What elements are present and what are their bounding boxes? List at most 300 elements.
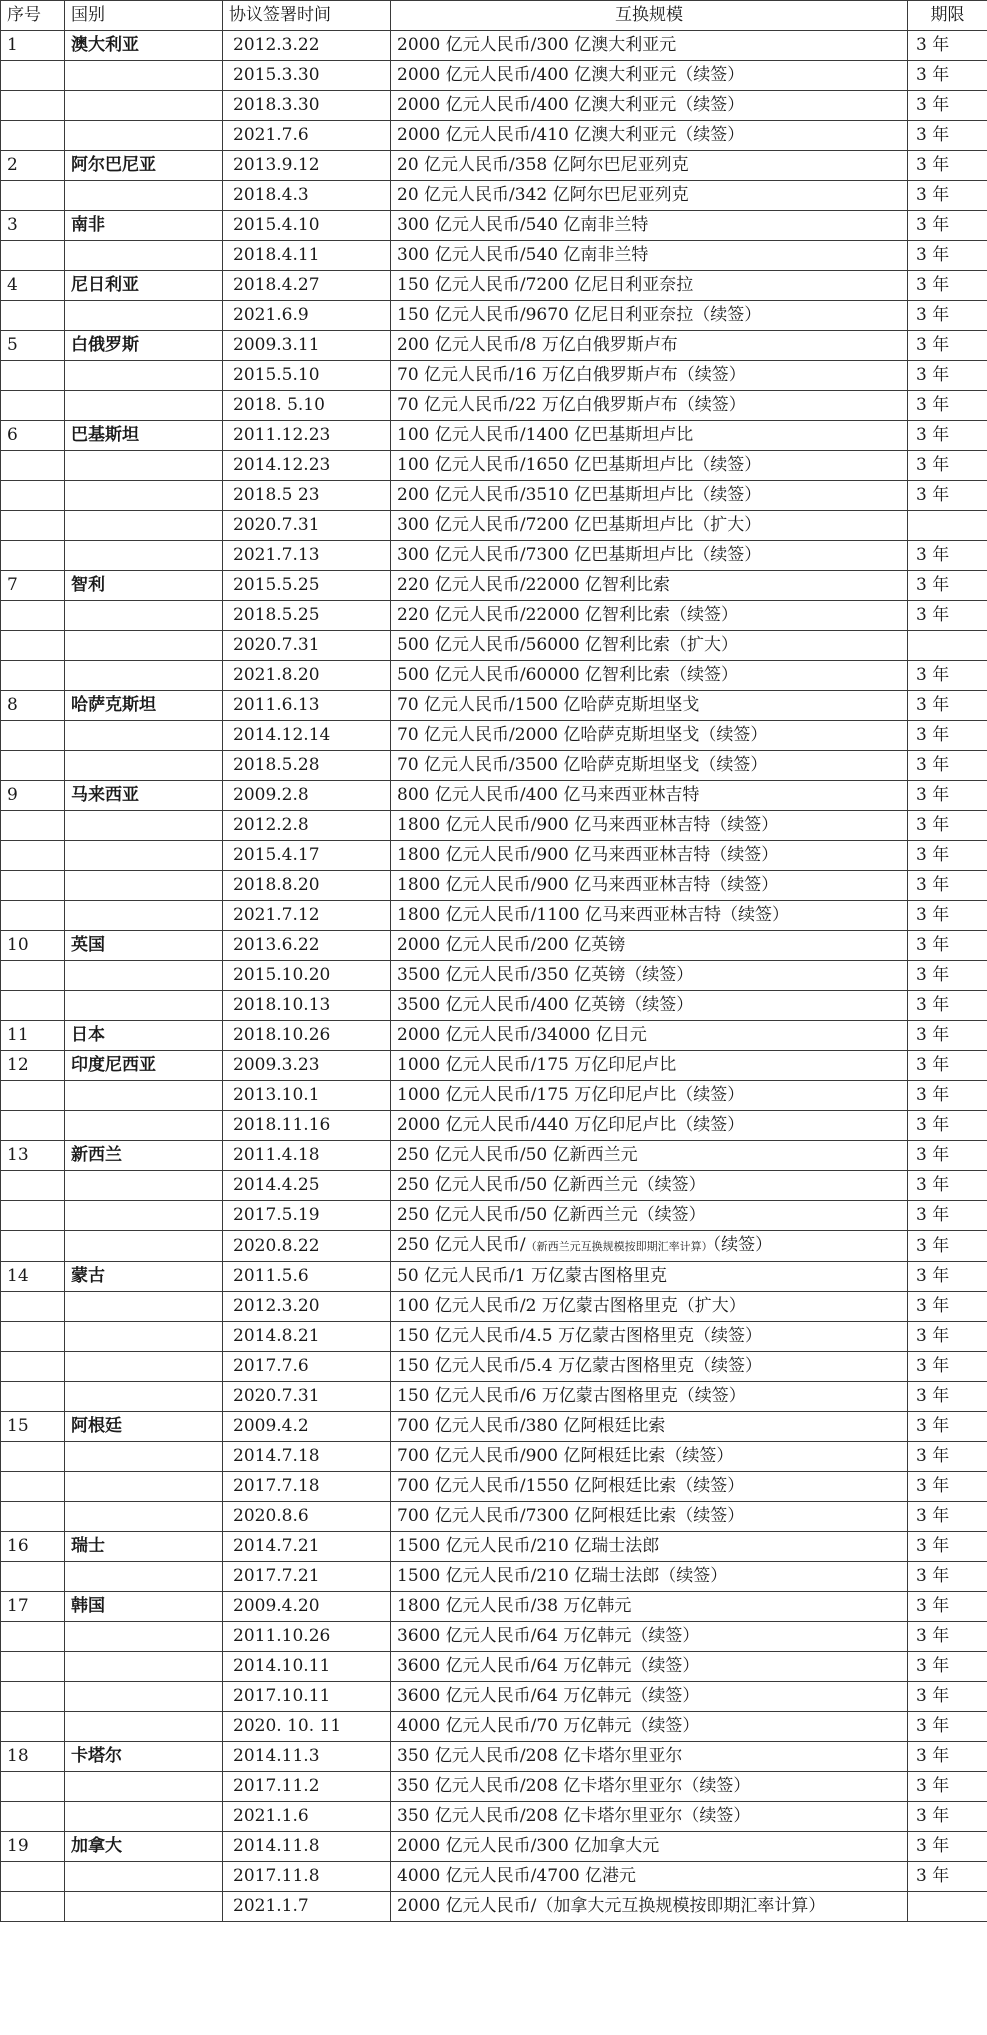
cell-term: 3 年 [908, 661, 987, 691]
cell-country: 韩国 [65, 1592, 223, 1622]
cell-country [65, 541, 223, 571]
cell-date: 2017.11.2 [223, 1772, 391, 1802]
cell-seq [1, 1352, 65, 1382]
cell-seq [1, 61, 65, 91]
cell-date: 2014.7.18 [223, 1442, 391, 1472]
cell-seq [1, 1562, 65, 1592]
cell-scale: 1800 亿元人民币/1100 亿马来西亚林吉特（续签） [391, 901, 908, 931]
cell-term: 3 年 [908, 1051, 987, 1081]
cell-seq [1, 1231, 65, 1262]
cell-term: 3 年 [908, 61, 987, 91]
cell-date: 2014.12.23 [223, 451, 391, 481]
cell-date: 2009.3.23 [223, 1051, 391, 1081]
cell-scale: 2000 亿元人民币/200 亿英镑 [391, 931, 908, 961]
cell-country: 卡塔尔 [65, 1742, 223, 1772]
cell-scale: 200 亿元人民币/8 万亿白俄罗斯卢布 [391, 331, 908, 361]
cell-country [65, 121, 223, 151]
cell-country [65, 721, 223, 751]
cell-date: 2020.7.31 [223, 631, 391, 661]
scale-note: （新西兰元互换规模按即期汇率计算） [525, 1240, 713, 1253]
cell-term: 3 年 [908, 1322, 987, 1352]
cell-scale: 700 亿元人民币/380 亿阿根廷比索 [391, 1412, 908, 1442]
table-row [1, 1292, 987, 1322]
cell-date: 2011.6.13 [223, 691, 391, 721]
cell-country [65, 91, 223, 121]
cell-date: 2020. 10. 11 [223, 1712, 391, 1742]
cell-scale: 100 亿元人民币/1650 亿巴基斯坦卢比（续签） [391, 451, 908, 481]
cell-date: 2014.7.21 [223, 1532, 391, 1562]
cell-seq [1, 1171, 65, 1201]
cell-country [65, 871, 223, 901]
cell-date: 2021.8.20 [223, 661, 391, 691]
table-row [1, 481, 987, 511]
cell-term: 3 年 [908, 121, 987, 151]
cell-scale: 4000 亿元人民币/70 万亿韩元（续签） [391, 1712, 908, 1742]
cell-term: 3 年 [908, 1712, 987, 1742]
cell-date: 2012.3.20 [223, 1292, 391, 1322]
cell-country [65, 1352, 223, 1382]
cell-seq: 6 [1, 421, 65, 451]
cell-scale: 3500 亿元人民币/350 亿英镑（续签） [391, 961, 908, 991]
cell-seq [1, 1322, 65, 1352]
cell-scale: 350 亿元人民币/208 亿卡塔尔里亚尔 [391, 1742, 908, 1772]
cell-date: 2021.7.12 [223, 901, 391, 931]
cell-scale: 2000 亿元人民币/300 亿澳大利亚元 [391, 31, 908, 61]
cell-scale: 300 亿元人民币/540 亿南非兰特 [391, 241, 908, 271]
header-date: 协议签署时间 [223, 1, 391, 31]
cell-seq [1, 1382, 65, 1412]
cell-country: 加拿大 [65, 1832, 223, 1862]
cell-date: 2018.4.11 [223, 241, 391, 271]
cell-seq [1, 361, 65, 391]
cell-scale: 2000 亿元人民币/34000 亿日元 [391, 1021, 908, 1051]
cell-seq [1, 631, 65, 661]
table-row [1, 631, 987, 661]
cell-seq: 4 [1, 271, 65, 301]
cell-seq [1, 1622, 65, 1652]
cell-country [65, 1171, 223, 1201]
cell-date: 2021.7.6 [223, 121, 391, 151]
header-seq: 序号 [1, 1, 65, 31]
cell-seq: 10 [1, 931, 65, 961]
cell-scale: 1800 亿元人民币/38 万亿韩元 [391, 1592, 908, 1622]
cell-seq [1, 1862, 65, 1892]
cell-scale: 3600 亿元人民币/64 万亿韩元（续签） [391, 1652, 908, 1682]
cell-term: 3 年 [908, 1742, 987, 1772]
table-row [1, 1472, 987, 1502]
cell-country [65, 1862, 223, 1892]
cell-scale: 500 亿元人民币/56000 亿智利比索（扩大） [391, 631, 908, 661]
cell-country [65, 481, 223, 511]
cell-country [65, 751, 223, 781]
cell-seq: 8 [1, 691, 65, 721]
cell-country [65, 301, 223, 331]
header-scale: 互换规模 [391, 1, 908, 31]
cell-scale: 220 亿元人民币/22000 亿智利比索 [391, 571, 908, 601]
cell-term: 3 年 [908, 1442, 987, 1472]
cell-term: 3 年 [908, 751, 987, 781]
cell-date: 2014.11.8 [223, 1832, 391, 1862]
cell-seq [1, 511, 65, 541]
cell-country: 新西兰 [65, 1141, 223, 1171]
cell-country [65, 241, 223, 271]
header-country: 国别 [65, 1, 223, 31]
cell-scale: 1500 亿元人民币/210 亿瑞士法郎（续签） [391, 1562, 908, 1592]
cell-date: 2018.11.16 [223, 1111, 391, 1141]
cell-date: 2021.6.9 [223, 301, 391, 331]
cell-term: 3 年 [908, 361, 987, 391]
cell-seq [1, 1652, 65, 1682]
cell-country [65, 1472, 223, 1502]
cell-seq: 13 [1, 1141, 65, 1171]
cell-date: 2009.2.8 [223, 781, 391, 811]
cell-seq: 17 [1, 1592, 65, 1622]
scale-main: 250 亿元人民币/ [397, 1235, 526, 1255]
cell-date: 2014.10.11 [223, 1652, 391, 1682]
cell-term: 3 年 [908, 1862, 987, 1892]
cell-date: 2018.5.28 [223, 751, 391, 781]
cell-country: 阿尔巴尼亚 [65, 151, 223, 181]
cell-date: 2017.7.21 [223, 1562, 391, 1592]
scale-tail: （续签） [712, 1235, 773, 1255]
cell-country: 哈萨克斯坦 [65, 691, 223, 721]
cell-date: 2013.6.22 [223, 931, 391, 961]
cell-term: 3 年 [908, 1472, 987, 1502]
cell-scale: 500 亿元人民币/60000 亿智利比索（续签） [391, 661, 908, 691]
cell-seq [1, 991, 65, 1021]
cell-seq [1, 391, 65, 421]
cell-seq [1, 541, 65, 571]
cell-date: 2015.5.25 [223, 571, 391, 601]
cell-scale: 250 亿元人民币/50 亿新西兰元 [391, 1141, 908, 1171]
cell-term: 3 年 [908, 301, 987, 331]
table-row [1, 1532, 987, 1562]
table-row [1, 391, 987, 421]
cell-date: 2013.10.1 [223, 1081, 391, 1111]
cell-term: 3 年 [908, 691, 987, 721]
cell-scale: 70 亿元人民币/3500 亿哈萨克斯坦坚戈（续签） [391, 751, 908, 781]
cell-date: 2013.9.12 [223, 151, 391, 181]
cell-country [65, 181, 223, 211]
cell-seq [1, 1292, 65, 1322]
cell-term: 3 年 [908, 1171, 987, 1201]
cell-seq: 1 [1, 31, 65, 61]
cell-scale: 70 亿元人民币/22 万亿白俄罗斯卢布（续签） [391, 391, 908, 421]
cell-scale: 4000 亿元人民币/4700 亿港元 [391, 1862, 908, 1892]
table-row [1, 1201, 987, 1231]
cell-seq [1, 811, 65, 841]
cell-scale: 1500 亿元人民币/210 亿瑞士法郎 [391, 1532, 908, 1562]
cell-date: 2012.2.8 [223, 811, 391, 841]
cell-seq: 18 [1, 1742, 65, 1772]
cell-seq [1, 1502, 65, 1532]
cell-seq: 14 [1, 1262, 65, 1292]
cell-country [65, 1562, 223, 1592]
table-row [1, 211, 987, 241]
cell-country [65, 961, 223, 991]
cell-scale: 2000 亿元人民币/400 亿澳大利亚元（续签） [391, 61, 908, 91]
cell-country [65, 511, 223, 541]
cell-term [908, 1892, 987, 1922]
table-row [1, 451, 987, 481]
cell-scale: 300 亿元人民币/7300 亿巴基斯坦卢比（续签） [391, 541, 908, 571]
cell-term: 3 年 [908, 1562, 987, 1592]
cell-seq: 15 [1, 1412, 65, 1442]
cell-country [65, 1682, 223, 1712]
cell-country [65, 61, 223, 91]
table-row [1, 1352, 987, 1382]
cell-seq [1, 1802, 65, 1832]
cell-term: 3 年 [908, 901, 987, 931]
cell-scale: 1000 亿元人民币/175 万亿印尼卢比 [391, 1051, 908, 1081]
table-row [1, 271, 987, 301]
table-row [1, 1562, 987, 1592]
table-row [1, 1111, 987, 1141]
table-row [1, 1802, 987, 1832]
cell-term: 3 年 [908, 481, 987, 511]
table-row [1, 571, 987, 601]
cell-country: 马来西亚 [65, 781, 223, 811]
table-row [1, 1652, 987, 1682]
table-row [1, 1742, 987, 1772]
cell-term: 3 年 [908, 181, 987, 211]
cell-term: 3 年 [908, 1201, 987, 1231]
cell-seq [1, 301, 65, 331]
table-row [1, 511, 987, 541]
cell-seq [1, 961, 65, 991]
cell-date: 2009.4.20 [223, 1592, 391, 1622]
cell-term: 3 年 [908, 271, 987, 301]
cell-term: 3 年 [908, 31, 987, 61]
cell-date: 2018.3.30 [223, 91, 391, 121]
cell-scale: 350 亿元人民币/208 亿卡塔尔里亚尔（续签） [391, 1802, 908, 1832]
table-row [1, 1592, 987, 1622]
cell-seq [1, 121, 65, 151]
cell-date: 2018.8.20 [223, 871, 391, 901]
cell-term: 3 年 [908, 931, 987, 961]
cell-term: 3 年 [908, 721, 987, 751]
cell-seq [1, 1712, 65, 1742]
cell-term: 3 年 [908, 211, 987, 241]
cell-seq [1, 1201, 65, 1231]
cell-country [65, 361, 223, 391]
table-row [1, 91, 987, 121]
cell-seq [1, 1081, 65, 1111]
cell-scale: 150 亿元人民币/7200 亿尼日利亚奈拉 [391, 271, 908, 301]
cell-country [65, 811, 223, 841]
cell-date: 2017.11.8 [223, 1862, 391, 1892]
cell-country [65, 1292, 223, 1322]
cell-scale: 2000 亿元人民币/410 亿澳大利亚元（续签） [391, 121, 908, 151]
table-row [1, 931, 987, 961]
cell-date: 2012.3.22 [223, 31, 391, 61]
cell-term: 3 年 [908, 1382, 987, 1412]
cell-seq [1, 481, 65, 511]
cell-term: 3 年 [908, 571, 987, 601]
cell-date: 2017.10.11 [223, 1682, 391, 1712]
cell-seq [1, 1892, 65, 1922]
cell-scale: 1800 亿元人民币/900 亿马来西亚林吉特（续签） [391, 871, 908, 901]
cell-term: 3 年 [908, 961, 987, 991]
cell-date: 2015.10.20 [223, 961, 391, 991]
table-row [1, 1622, 987, 1652]
table-row [1, 1262, 987, 1292]
cell-seq [1, 1442, 65, 1472]
cell-seq: 12 [1, 1051, 65, 1081]
table-row [1, 721, 987, 751]
cell-country [65, 1652, 223, 1682]
cell-scale: 700 亿元人民币/7300 亿阿根廷比索（续签） [391, 1502, 908, 1532]
cell-date: 2015.4.17 [223, 841, 391, 871]
cell-country [65, 1081, 223, 1111]
cell-term: 3 年 [908, 1682, 987, 1712]
cell-term: 3 年 [908, 1502, 987, 1532]
cell-scale: 20 亿元人民币/358 亿阿尔巴尼亚列克 [391, 151, 908, 181]
cell-country [65, 631, 223, 661]
cell-date: 2018.4.3 [223, 181, 391, 211]
table-row [1, 1081, 987, 1111]
table-row [1, 301, 987, 331]
cell-scale: 1000 亿元人民币/175 万亿印尼卢比（续签） [391, 1081, 908, 1111]
cell-term: 3 年 [908, 841, 987, 871]
cell-seq [1, 181, 65, 211]
cell-term: 3 年 [908, 871, 987, 901]
cell-country [65, 391, 223, 421]
cell-date: 2017.7.18 [223, 1472, 391, 1502]
cell-country [65, 1322, 223, 1352]
cell-date: 2018.10.26 [223, 1021, 391, 1051]
table-row [1, 241, 987, 271]
cell-seq: 7 [1, 571, 65, 601]
cell-seq [1, 751, 65, 781]
cell-date: 2014.12.14 [223, 721, 391, 751]
table-row [1, 991, 987, 1021]
cell-term: 3 年 [908, 601, 987, 631]
cell-scale: 150 亿元人民币/5.4 万亿蒙古图格里克（续签） [391, 1352, 908, 1382]
cell-country: 尼日利亚 [65, 271, 223, 301]
cell-date: 2020.8.22 [223, 1231, 391, 1262]
cell-seq [1, 721, 65, 751]
table-row [1, 1862, 987, 1892]
cell-country [65, 661, 223, 691]
cell-date: 2015.3.30 [223, 61, 391, 91]
cell-scale: 150 亿元人民币/6 万亿蒙古图格里克（续签） [391, 1382, 908, 1412]
table-row [1, 1021, 987, 1051]
cell-country [65, 1231, 223, 1262]
cell-term: 3 年 [908, 991, 987, 1021]
cell-term: 3 年 [908, 811, 987, 841]
cell-scale: 300 亿元人民币/540 亿南非兰特 [391, 211, 908, 241]
cell-scale: 100 亿元人民币/1400 亿巴基斯坦卢比 [391, 421, 908, 451]
table-row [1, 1141, 987, 1171]
cell-date: 2021.7.13 [223, 541, 391, 571]
table-row [1, 1682, 987, 1712]
cell-seq: 5 [1, 331, 65, 361]
table-row [1, 421, 987, 451]
cell-term: 3 年 [908, 1832, 987, 1862]
cell-term: 3 年 [908, 1652, 987, 1682]
table-row [1, 751, 987, 781]
cell-scale: 350 亿元人民币/208 亿卡塔尔里亚尔（续签） [391, 1772, 908, 1802]
cell-term: 3 年 [908, 391, 987, 421]
cell-term: 3 年 [908, 1352, 987, 1382]
table-row [1, 61, 987, 91]
cell-country [65, 1802, 223, 1832]
header-term: 期限 [908, 1, 987, 31]
table-row [1, 1892, 987, 1922]
cell-seq [1, 661, 65, 691]
cell-scale: 800 亿元人民币/400 亿马来西亚林吉特 [391, 781, 908, 811]
header-row [1, 1, 987, 31]
cell-term: 3 年 [908, 1231, 987, 1262]
table-row [1, 901, 987, 931]
cell-country: 蒙古 [65, 1262, 223, 1292]
table-row [1, 1412, 987, 1442]
cell-term [908, 631, 987, 661]
cell-term: 3 年 [908, 1802, 987, 1832]
table-row [1, 31, 987, 61]
table-row [1, 181, 987, 211]
cell-seq [1, 1772, 65, 1802]
cell-date: 2018. 5.10 [223, 391, 391, 421]
cell-date: 2021.1.7 [223, 1892, 391, 1922]
cell-scale [391, 1231, 908, 1262]
cell-scale: 3500 亿元人民币/400 亿英镑（续签） [391, 991, 908, 1021]
cell-date: 2017.7.6 [223, 1352, 391, 1382]
table-row [1, 661, 987, 691]
cell-date: 2014.11.3 [223, 1742, 391, 1772]
cell-country: 瑞士 [65, 1532, 223, 1562]
cell-seq [1, 451, 65, 481]
cell-country [65, 1892, 223, 1922]
cell-scale: 100 亿元人民币/2 万亿蒙古图格里克（扩大） [391, 1292, 908, 1322]
cell-seq [1, 1472, 65, 1502]
cell-term: 3 年 [908, 1532, 987, 1562]
cell-country [65, 841, 223, 871]
table-row [1, 961, 987, 991]
cell-scale: 3600 亿元人民币/64 万亿韩元（续签） [391, 1682, 908, 1712]
cell-country: 英国 [65, 931, 223, 961]
cell-country: 智利 [65, 571, 223, 601]
cell-term: 3 年 [908, 781, 987, 811]
cell-scale: 2000 亿元人民币/400 亿澳大利亚元（续签） [391, 91, 908, 121]
table-row [1, 1502, 987, 1532]
table-row [1, 1322, 987, 1352]
cell-scale: 50 亿元人民币/1 万亿蒙古图格里克 [391, 1262, 908, 1292]
cell-date: 2018.4.27 [223, 271, 391, 301]
cell-scale: 250 亿元人民币/50 亿新西兰元（续签） [391, 1201, 908, 1231]
table-row [1, 1171, 987, 1201]
cell-scale: 1800 亿元人民币/900 亿马来西亚林吉特（续签） [391, 811, 908, 841]
cell-country [65, 1382, 223, 1412]
cell-scale: 2000 亿元人民币/300 亿加拿大元 [391, 1832, 908, 1862]
cell-date: 2015.5.10 [223, 361, 391, 391]
cell-date: 2020.8.6 [223, 1502, 391, 1532]
cell-scale: 3600 亿元人民币/64 万亿韩元（续签） [391, 1622, 908, 1652]
table-row [1, 541, 987, 571]
cell-scale: 220 亿元人民币/22000 亿智利比索（续签） [391, 601, 908, 631]
cell-scale: 150 亿元人民币/9670 亿尼日利亚奈拉（续签） [391, 301, 908, 331]
cell-scale: 70 亿元人民币/1500 亿哈萨克斯坦坚戈 [391, 691, 908, 721]
cell-seq [1, 871, 65, 901]
cell-scale: 1800 亿元人民币/900 亿马来西亚林吉特（续签） [391, 841, 908, 871]
table-row [1, 1772, 987, 1802]
table-body [1, 31, 987, 1922]
cell-date: 2011.12.23 [223, 421, 391, 451]
cell-country: 印度尼西亚 [65, 1051, 223, 1081]
cell-date: 2020.7.31 [223, 511, 391, 541]
cell-country [65, 1111, 223, 1141]
